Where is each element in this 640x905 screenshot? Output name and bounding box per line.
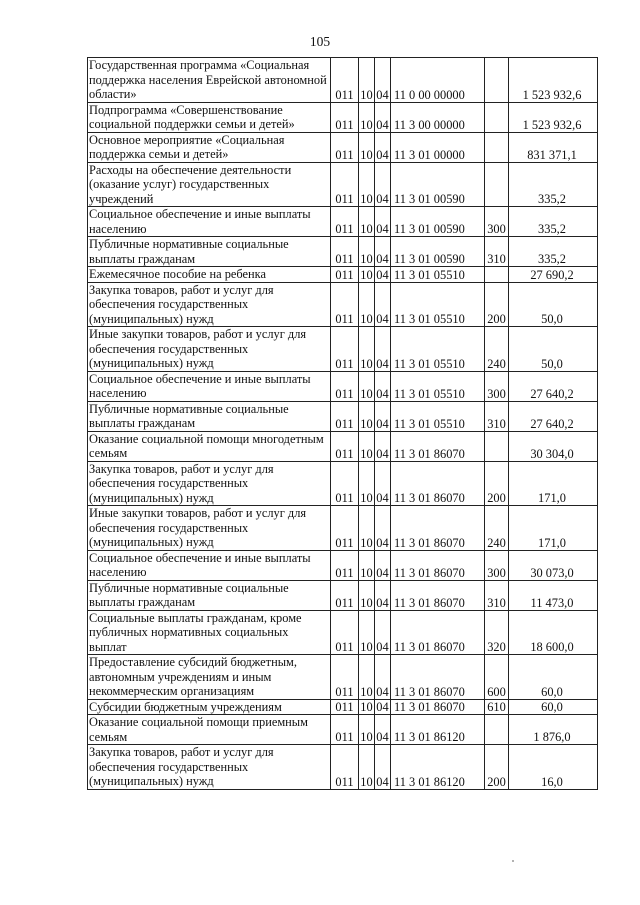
row-expense-type-cell	[485, 58, 509, 103]
row-name-cell: Социальное обеспечение и иные выплаты населению	[88, 550, 331, 580]
row-expense-type-cell	[485, 162, 509, 207]
row-grbs-cell: 011	[331, 699, 359, 715]
table-row	[88, 461, 598, 506]
row-name-cell: Расходы на обеспечение деятельности (оказание услуг) государственных учреждений	[88, 162, 331, 207]
row-subsection-cell: 04	[375, 715, 391, 745]
row-subsection-cell: 04	[375, 655, 391, 700]
row-name-cell: Предоставление субсидий бюджетным, автономным учреждениям и иным некоммерческим организациям	[88, 655, 331, 700]
row-amount-cell: 27 690,2	[509, 267, 598, 283]
row-section-cell: 10	[359, 162, 375, 207]
row-grbs-cell: 011	[331, 461, 359, 506]
row-grbs-cell: 011	[331, 237, 359, 267]
row-expense-type-cell: 300	[485, 207, 509, 237]
row-grbs-cell: 011	[331, 58, 359, 103]
row-target-article-cell: 11 3 01 86070	[391, 580, 485, 610]
row-amount-cell: 831 371,1	[509, 132, 598, 162]
row-grbs-cell: 011	[331, 102, 359, 132]
row-grbs-cell: 011	[331, 745, 359, 790]
row-subsection-cell: 04	[375, 401, 391, 431]
budget-expenditure-table	[87, 57, 598, 790]
row-target-article-cell: 11 3 00 00000	[391, 102, 485, 132]
table-row	[88, 371, 598, 401]
table-row	[88, 327, 598, 372]
row-subsection-cell: 04	[375, 132, 391, 162]
table-row	[88, 58, 598, 103]
table-row	[88, 282, 598, 327]
row-subsection-cell: 04	[375, 327, 391, 372]
row-name-cell: Иные закупки товаров, работ и услуг для обеспечения государственных (муниципальных) нужд	[88, 327, 331, 372]
row-grbs-cell: 011	[331, 207, 359, 237]
row-target-article-cell: 11 3 01 05510	[391, 401, 485, 431]
row-section-cell: 10	[359, 461, 375, 506]
row-amount-cell: 16,0	[509, 745, 598, 790]
row-grbs-cell: 011	[331, 506, 359, 551]
row-expense-type-cell: 610	[485, 699, 509, 715]
row-target-article-cell: 11 3 01 86120	[391, 715, 485, 745]
row-target-article-cell: 11 3 01 00590	[391, 237, 485, 267]
table-row	[88, 745, 598, 790]
table-row	[88, 610, 598, 655]
row-name-cell: Публичные нормативные социальные выплаты гражданам	[88, 401, 331, 431]
table-row	[88, 715, 598, 745]
row-amount-cell: 30 073,0	[509, 550, 598, 580]
row-expense-type-cell: 310	[485, 237, 509, 267]
table-row	[88, 237, 598, 267]
row-expense-type-cell	[485, 715, 509, 745]
row-name-cell: Закупка товаров, работ и услуг для обеспечения государственных (муниципальных) нужд	[88, 282, 331, 327]
row-target-article-cell: 11 3 01 86070	[391, 655, 485, 700]
table-row	[88, 431, 598, 461]
table-row	[88, 162, 598, 207]
row-expense-type-cell: 310	[485, 580, 509, 610]
row-expense-type-cell: 300	[485, 371, 509, 401]
row-grbs-cell: 011	[331, 267, 359, 283]
row-target-article-cell: 11 3 01 86070	[391, 550, 485, 580]
row-section-cell: 10	[359, 282, 375, 327]
row-expense-type-cell	[485, 267, 509, 283]
row-subsection-cell: 04	[375, 461, 391, 506]
row-grbs-cell: 011	[331, 371, 359, 401]
row-expense-type-cell	[485, 132, 509, 162]
row-expense-type-cell	[485, 102, 509, 132]
row-subsection-cell: 04	[375, 237, 391, 267]
row-name-cell: Подпрограмма «Совершенствование социальной поддержки семьи и детей»	[88, 102, 331, 132]
row-name-cell: Государственная программа «Социальная поддержка населения Еврейской автономной области»	[88, 58, 331, 103]
row-target-article-cell: 11 3 01 00590	[391, 162, 485, 207]
row-name-cell: Основное мероприятие «Социальная поддержка семьи и детей»	[88, 132, 331, 162]
row-subsection-cell: 04	[375, 610, 391, 655]
table-row	[88, 102, 598, 132]
row-expense-type-cell: 200	[485, 461, 509, 506]
row-section-cell: 10	[359, 745, 375, 790]
row-amount-cell: 11 473,0	[509, 580, 598, 610]
row-grbs-cell: 011	[331, 655, 359, 700]
row-amount-cell: 27 640,2	[509, 401, 598, 431]
row-subsection-cell: 04	[375, 506, 391, 551]
row-target-article-cell: 11 3 01 05510	[391, 371, 485, 401]
row-expense-type-cell: 310	[485, 401, 509, 431]
row-amount-cell: 30 304,0	[509, 431, 598, 461]
row-section-cell: 10	[359, 715, 375, 745]
row-amount-cell: 1 523 932,6	[509, 58, 598, 103]
row-target-article-cell: 11 3 01 05510	[391, 327, 485, 372]
row-target-article-cell: 11 3 01 00000	[391, 132, 485, 162]
row-section-cell: 10	[359, 506, 375, 551]
row-section-cell: 10	[359, 237, 375, 267]
row-expense-type-cell: 200	[485, 745, 509, 790]
row-target-article-cell: 11 3 01 00590	[391, 207, 485, 237]
table-row	[88, 207, 598, 237]
row-amount-cell: 60,0	[509, 655, 598, 700]
row-expense-type-cell	[485, 431, 509, 461]
row-subsection-cell: 04	[376, 267, 389, 282]
row-name-cell: Ежемесячное пособие на ребенка	[88, 267, 331, 283]
row-grbs-cell: 011	[331, 162, 359, 207]
row-section-cell: 10	[359, 610, 375, 655]
row-amount-cell: 50,0	[509, 282, 598, 327]
row-name-cell: Закупка товаров, работ и услуг для обеспечения государственных (муниципальных) нужд	[88, 745, 331, 790]
row-target-article-cell: 11 0 00 00000	[391, 58, 485, 103]
row-section-cell: 10	[359, 102, 375, 132]
row-section-cell: 10	[359, 550, 375, 580]
table-row	[88, 655, 598, 700]
row-name-cell: Социальное обеспечение и иные выплаты населению	[88, 207, 331, 237]
row-subsection-cell: 04	[375, 745, 391, 790]
row-target-article-cell: 11 3 01 05510	[391, 282, 485, 327]
table-row	[88, 699, 598, 715]
row-subsection-cell: 04	[375, 207, 391, 237]
row-name-cell: Публичные нормативные социальные выплаты гражданам	[88, 580, 331, 610]
row-section-cell: 10	[359, 401, 375, 431]
row-target-article-cell: 11 3 01 86070	[391, 699, 485, 715]
row-name-cell: Публичные нормативные социальные выплаты гражданам	[88, 237, 331, 267]
row-expense-type-cell: 240	[485, 506, 509, 551]
row-subsection-cell: 04	[376, 700, 389, 714]
row-subsection-cell: 04	[375, 431, 391, 461]
row-amount-cell: 1 523 932,6	[509, 102, 598, 132]
table-row	[88, 401, 598, 431]
row-grbs-cell: 011	[331, 282, 359, 327]
row-target-article-cell: 11 3 01 86120	[391, 745, 485, 790]
row-grbs-cell: 011	[331, 401, 359, 431]
row-section-cell: 10	[359, 58, 375, 103]
row-expense-type-cell: 240	[485, 327, 509, 372]
row-grbs-cell: 011	[331, 610, 359, 655]
table-row	[88, 267, 598, 283]
row-subsection-cell: 04	[375, 282, 391, 327]
row-grbs-cell: 011	[331, 715, 359, 745]
row-grbs-cell: 011	[331, 580, 359, 610]
table-row	[88, 506, 598, 551]
row-amount-cell: 335,2	[509, 207, 598, 237]
row-target-article-cell: 11 3 01 86070	[391, 431, 485, 461]
row-name-cell: Иные закупки товаров, работ и услуг для обеспечения государственных (муниципальных) нужд	[88, 506, 331, 551]
row-target-article-cell: 11 3 01 86070	[391, 461, 485, 506]
row-name-cell: Оказание социальной помощи многодетным семьям	[88, 431, 331, 461]
row-expense-type-cell: 320	[485, 610, 509, 655]
row-amount-cell: 335,2	[509, 237, 598, 267]
row-section-cell: 10	[359, 431, 375, 461]
row-section-cell: 10	[359, 655, 375, 700]
row-amount-cell: 27 640,2	[509, 371, 598, 401]
row-target-article-cell: 11 3 01 05510	[391, 267, 485, 283]
page-number: 105	[309, 34, 331, 49]
table-row	[88, 580, 598, 610]
row-grbs-cell: 011	[331, 327, 359, 372]
row-section-cell: 10	[360, 267, 373, 282]
row-name-cell: Оказание социальной помощи приемным семьям	[88, 715, 331, 745]
row-grbs-cell: 011	[331, 550, 359, 580]
row-subsection-cell: 04	[375, 580, 391, 610]
row-section-cell: 10	[359, 207, 375, 237]
row-section-cell: 10	[359, 132, 375, 162]
table-row	[88, 132, 598, 162]
row-expense-type-cell: 200	[485, 282, 509, 327]
row-subsection-cell: 04	[375, 162, 391, 207]
row-amount-cell: 60,0	[509, 699, 598, 715]
row-amount-cell: 50,0	[509, 327, 598, 372]
row-subsection-cell: 04	[375, 550, 391, 580]
row-section-cell: 10	[359, 327, 375, 372]
row-subsection-cell: 04	[375, 58, 391, 103]
row-target-article-cell: 11 3 01 86070	[391, 610, 485, 655]
row-name-cell: Закупка товаров, работ и услуг для обеспечения государственных (муниципальных) нужд	[88, 461, 331, 506]
row-expense-type-cell: 600	[485, 655, 509, 700]
row-amount-cell: 171,0	[509, 461, 598, 506]
row-section-cell: 10	[359, 580, 375, 610]
row-name-cell: Социальное обеспечение и иные выплаты населению	[88, 371, 331, 401]
row-amount-cell: 18 600,0	[509, 610, 598, 655]
row-grbs-cell: 011	[331, 431, 359, 461]
row-amount-cell: 171,0	[509, 506, 598, 551]
row-name-cell: Субсидии бюджетным учреждениям	[88, 699, 331, 715]
row-subsection-cell: 04	[375, 371, 391, 401]
row-expense-type-cell: 300	[485, 550, 509, 580]
row-section-cell: 10	[359, 371, 375, 401]
row-name-cell: Социальные выплаты гражданам, кроме публичных нормативных социальных выплат	[88, 610, 331, 655]
row-subsection-cell: 04	[375, 102, 391, 132]
scan-speck	[512, 860, 514, 862]
row-section-cell: 10	[360, 700, 373, 714]
row-target-article-cell: 11 3 01 86070	[391, 506, 485, 551]
row-amount-cell: 335,2	[509, 162, 598, 207]
row-amount-cell: 1 876,0	[509, 715, 598, 745]
row-grbs-cell: 011	[331, 132, 359, 162]
table-row	[88, 550, 598, 580]
table-body	[88, 58, 598, 790]
